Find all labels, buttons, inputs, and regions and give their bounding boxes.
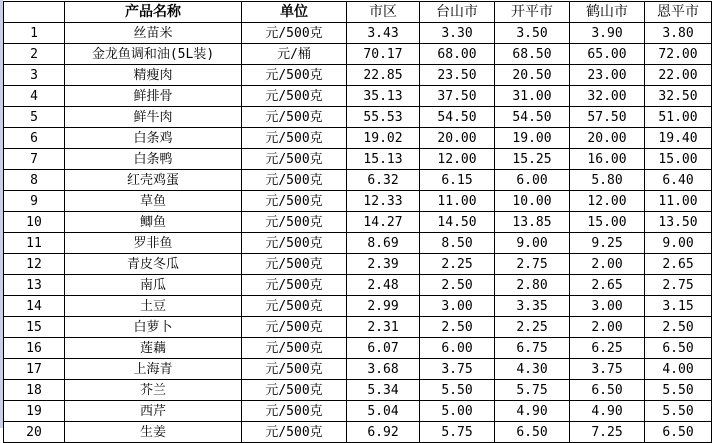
cell-price-enping: 32.50 bbox=[645, 86, 712, 107]
cell-price-shiqu: 3.43 bbox=[347, 23, 420, 44]
cell-unit: 元/桶 bbox=[242, 44, 347, 65]
header-city-heshan: 鹤山市 bbox=[570, 2, 645, 23]
cell-price-kaiping: 19.00 bbox=[495, 128, 570, 149]
cell-unit: 元/500克 bbox=[242, 212, 347, 233]
cell-row-number: 13 bbox=[4, 275, 65, 296]
cell-unit: 元/500克 bbox=[242, 191, 347, 212]
cell-price-kaiping: 3.50 bbox=[495, 23, 570, 44]
cell-price-shiqu: 5.04 bbox=[347, 401, 420, 422]
cell-unit: 元/500克 bbox=[242, 233, 347, 254]
cell-unit: 元/500克 bbox=[242, 296, 347, 317]
cell-price-enping: 72.00 bbox=[645, 44, 712, 65]
cell-price-shiqu: 6.32 bbox=[347, 170, 420, 191]
cell-row-number: 7 bbox=[4, 149, 65, 170]
product-price-table bbox=[3, 1, 712, 443]
cell-row-number: 6 bbox=[4, 128, 65, 149]
header-city-shiqu: 市区 bbox=[347, 2, 420, 23]
cell-price-heshan: 4.90 bbox=[570, 401, 645, 422]
cell-price-heshan: 5.80 bbox=[570, 170, 645, 191]
cell-price-kaiping: 10.00 bbox=[495, 191, 570, 212]
table-row bbox=[4, 86, 712, 107]
cell-price-heshan: 57.50 bbox=[570, 107, 645, 128]
cell-product-name: 土豆 bbox=[65, 296, 242, 317]
cell-row-number: 19 bbox=[4, 401, 65, 422]
cell-price-shiqu: 5.34 bbox=[347, 380, 420, 401]
cell-product-name: 精瘦肉 bbox=[65, 65, 242, 86]
cell-row-number: 17 bbox=[4, 359, 65, 380]
cell-unit: 元/500克 bbox=[242, 338, 347, 359]
cell-row-number: 18 bbox=[4, 380, 65, 401]
cell-price-shiqu: 2.39 bbox=[347, 254, 420, 275]
header-city-taishan: 台山市 bbox=[420, 2, 495, 23]
cell-product-name: 生姜 bbox=[65, 422, 242, 443]
cell-price-shiqu: 12.33 bbox=[347, 191, 420, 212]
cell-price-kaiping: 4.90 bbox=[495, 401, 570, 422]
cell-price-enping: 6.50 bbox=[645, 422, 712, 443]
cell-product-name: 红壳鸡蛋 bbox=[65, 170, 242, 191]
cell-row-number: 3 bbox=[4, 65, 65, 86]
cell-price-kaiping: 20.50 bbox=[495, 65, 570, 86]
cell-row-number: 8 bbox=[4, 170, 65, 191]
cell-price-taishan: 5.75 bbox=[420, 422, 495, 443]
cell-unit: 元/500克 bbox=[242, 401, 347, 422]
cell-price-kaiping: 54.50 bbox=[495, 107, 570, 128]
cell-product-name: 白条鸡 bbox=[65, 128, 242, 149]
cell-price-heshan: 2.00 bbox=[570, 254, 645, 275]
cell-row-number: 15 bbox=[4, 317, 65, 338]
table-row bbox=[4, 212, 712, 233]
cell-product-name: 南瓜 bbox=[65, 275, 242, 296]
cell-price-taishan: 11.00 bbox=[420, 191, 495, 212]
cell-price-heshan: 20.00 bbox=[570, 128, 645, 149]
cell-price-taishan: 2.50 bbox=[420, 317, 495, 338]
table-row bbox=[4, 380, 712, 401]
cell-price-taishan: 5.50 bbox=[420, 380, 495, 401]
header-city-enping: 恩平市 bbox=[645, 2, 712, 23]
cell-price-enping: 6.40 bbox=[645, 170, 712, 191]
cell-price-heshan: 3.75 bbox=[570, 359, 645, 380]
cell-price-taishan: 37.50 bbox=[420, 86, 495, 107]
cell-price-kaiping: 6.75 bbox=[495, 338, 570, 359]
cell-product-name: 青皮冬瓜 bbox=[65, 254, 242, 275]
cell-price-taishan: 68.00 bbox=[420, 44, 495, 65]
cell-row-number: 10 bbox=[4, 212, 65, 233]
cell-price-enping: 22.00 bbox=[645, 65, 712, 86]
cell-product-name: 鲜牛肉 bbox=[65, 107, 242, 128]
table-row bbox=[4, 296, 712, 317]
cell-row-number: 1 bbox=[4, 23, 65, 44]
cell-product-name: 白萝卜 bbox=[65, 317, 242, 338]
cell-price-taishan: 6.00 bbox=[420, 338, 495, 359]
table-row bbox=[4, 65, 712, 86]
table-row bbox=[4, 338, 712, 359]
cell-price-taishan: 8.50 bbox=[420, 233, 495, 254]
cell-price-shiqu: 2.99 bbox=[347, 296, 420, 317]
cell-unit: 元/500克 bbox=[242, 128, 347, 149]
cell-row-number: 4 bbox=[4, 86, 65, 107]
cell-product-name: 丝苗米 bbox=[65, 23, 242, 44]
cell-unit: 元/500克 bbox=[242, 422, 347, 443]
cell-price-kaiping: 2.80 bbox=[495, 275, 570, 296]
cell-price-enping: 11.00 bbox=[645, 191, 712, 212]
cell-unit: 元/500克 bbox=[242, 275, 347, 296]
cell-price-kaiping: 2.75 bbox=[495, 254, 570, 275]
cell-unit: 元/500克 bbox=[242, 380, 347, 401]
table-header-row bbox=[4, 2, 712, 23]
cell-price-heshan: 9.25 bbox=[570, 233, 645, 254]
cell-price-shiqu: 8.69 bbox=[347, 233, 420, 254]
cell-price-heshan: 6.50 bbox=[570, 380, 645, 401]
cell-price-kaiping: 15.25 bbox=[495, 149, 570, 170]
cell-price-enping: 6.50 bbox=[645, 338, 712, 359]
cell-price-enping: 9.00 bbox=[645, 233, 712, 254]
cell-product-name: 白条鸭 bbox=[65, 149, 242, 170]
cell-price-kaiping: 4.30 bbox=[495, 359, 570, 380]
table-row bbox=[4, 23, 712, 44]
cell-price-shiqu: 55.53 bbox=[347, 107, 420, 128]
cell-price-shiqu: 35.13 bbox=[347, 86, 420, 107]
cell-price-enping: 3.15 bbox=[645, 296, 712, 317]
cell-price-taishan: 54.50 bbox=[420, 107, 495, 128]
cell-product-name: 西芹 bbox=[65, 401, 242, 422]
cell-price-shiqu: 2.31 bbox=[347, 317, 420, 338]
cell-price-heshan: 2.00 bbox=[570, 317, 645, 338]
cell-row-number: 20 bbox=[4, 422, 65, 443]
cell-unit: 元/500克 bbox=[242, 170, 347, 191]
cell-price-kaiping: 31.00 bbox=[495, 86, 570, 107]
cell-price-taishan: 3.75 bbox=[420, 359, 495, 380]
cell-price-taishan: 23.50 bbox=[420, 65, 495, 86]
cell-price-enping: 15.00 bbox=[645, 149, 712, 170]
cell-product-name: 草鱼 bbox=[65, 191, 242, 212]
cell-price-taishan: 12.00 bbox=[420, 149, 495, 170]
cell-price-enping: 5.50 bbox=[645, 401, 712, 422]
cell-price-kaiping: 68.50 bbox=[495, 44, 570, 65]
cell-price-kaiping: 6.00 bbox=[495, 170, 570, 191]
table-row bbox=[4, 275, 712, 296]
cell-price-enping: 2.75 bbox=[645, 275, 712, 296]
cell-price-enping: 4.00 bbox=[645, 359, 712, 380]
cell-price-kaiping: 13.85 bbox=[495, 212, 570, 233]
cell-unit: 元/500克 bbox=[242, 107, 347, 128]
cell-price-heshan: 3.00 bbox=[570, 296, 645, 317]
table-row bbox=[4, 254, 712, 275]
cell-price-heshan: 15.00 bbox=[570, 212, 645, 233]
table-body bbox=[4, 23, 712, 443]
cell-unit: 元/500克 bbox=[242, 65, 347, 86]
cell-row-number: 16 bbox=[4, 338, 65, 359]
cell-unit: 元/500克 bbox=[242, 317, 347, 338]
cell-price-shiqu: 3.68 bbox=[347, 359, 420, 380]
table-row bbox=[4, 170, 712, 191]
cell-price-enping: 2.50 bbox=[645, 317, 712, 338]
cell-price-shiqu: 22.85 bbox=[347, 65, 420, 86]
table-row bbox=[4, 359, 712, 380]
cell-unit: 元/500克 bbox=[242, 149, 347, 170]
cell-price-heshan: 65.00 bbox=[570, 44, 645, 65]
cell-price-enping: 2.65 bbox=[645, 254, 712, 275]
cell-price-heshan: 32.00 bbox=[570, 86, 645, 107]
cell-price-kaiping: 6.50 bbox=[495, 422, 570, 443]
cell-price-taishan: 2.25 bbox=[420, 254, 495, 275]
cell-price-heshan: 16.00 bbox=[570, 149, 645, 170]
cell-price-heshan: 3.90 bbox=[570, 23, 645, 44]
cell-price-shiqu: 70.17 bbox=[347, 44, 420, 65]
cell-price-kaiping: 3.35 bbox=[495, 296, 570, 317]
cell-product-name: 罗非鱼 bbox=[65, 233, 242, 254]
cell-price-shiqu: 6.07 bbox=[347, 338, 420, 359]
header-unit: 单位 bbox=[242, 2, 347, 23]
cell-price-heshan: 23.00 bbox=[570, 65, 645, 86]
cell-product-name: 鲫鱼 bbox=[65, 212, 242, 233]
table-row bbox=[4, 401, 712, 422]
cell-price-enping: 19.40 bbox=[645, 128, 712, 149]
cell-unit: 元/500克 bbox=[242, 254, 347, 275]
cell-row-number: 11 bbox=[4, 233, 65, 254]
cell-price-taishan: 3.30 bbox=[420, 23, 495, 44]
cell-price-heshan: 12.00 bbox=[570, 191, 645, 212]
cell-row-number: 5 bbox=[4, 107, 65, 128]
cell-price-heshan: 2.65 bbox=[570, 275, 645, 296]
header-city-kaiping: 开平市 bbox=[495, 2, 570, 23]
cell-row-number: 14 bbox=[4, 296, 65, 317]
table-row bbox=[4, 44, 712, 65]
cell-price-enping: 13.50 bbox=[645, 212, 712, 233]
cell-product-name: 芥兰 bbox=[65, 380, 242, 401]
cell-price-heshan: 6.25 bbox=[570, 338, 645, 359]
cell-price-taishan: 3.00 bbox=[420, 296, 495, 317]
cell-price-enping: 3.80 bbox=[645, 23, 712, 44]
cell-price-kaiping: 9.00 bbox=[495, 233, 570, 254]
cell-price-taishan: 20.00 bbox=[420, 128, 495, 149]
table-row bbox=[4, 107, 712, 128]
table-row bbox=[4, 149, 712, 170]
table-row bbox=[4, 191, 712, 212]
cell-product-name: 金龙鱼调和油(5L装) bbox=[65, 44, 242, 65]
table-row bbox=[4, 233, 712, 254]
cell-price-shiqu: 2.48 bbox=[347, 275, 420, 296]
cell-price-shiqu: 19.02 bbox=[347, 128, 420, 149]
cell-price-shiqu: 6.92 bbox=[347, 422, 420, 443]
cell-row-number: 9 bbox=[4, 191, 65, 212]
cell-product-name: 上海青 bbox=[65, 359, 242, 380]
table-row bbox=[4, 422, 712, 443]
cell-unit: 元/500克 bbox=[242, 23, 347, 44]
cell-row-number: 2 bbox=[4, 44, 65, 65]
cell-price-shiqu: 14.27 bbox=[347, 212, 420, 233]
header-product-name: 产品名称 bbox=[65, 2, 242, 23]
cell-row-number: 12 bbox=[4, 254, 65, 275]
cell-price-heshan: 7.25 bbox=[570, 422, 645, 443]
cell-price-enping: 51.00 bbox=[645, 107, 712, 128]
cell-product-name: 鲜排骨 bbox=[65, 86, 242, 107]
cell-price-kaiping: 5.75 bbox=[495, 380, 570, 401]
cell-unit: 元/500克 bbox=[242, 86, 347, 107]
cell-price-taishan: 14.50 bbox=[420, 212, 495, 233]
cell-unit: 元/500克 bbox=[242, 359, 347, 380]
cell-price-taishan: 2.50 bbox=[420, 275, 495, 296]
cell-price-kaiping: 2.25 bbox=[495, 317, 570, 338]
cell-price-taishan: 6.15 bbox=[420, 170, 495, 191]
cell-price-shiqu: 15.13 bbox=[347, 149, 420, 170]
header-row-number bbox=[4, 2, 65, 23]
table-row bbox=[4, 317, 712, 338]
table-row bbox=[4, 128, 712, 149]
cell-product-name: 莲藕 bbox=[65, 338, 242, 359]
cell-price-taishan: 5.00 bbox=[420, 401, 495, 422]
cell-price-enping: 5.50 bbox=[645, 380, 712, 401]
